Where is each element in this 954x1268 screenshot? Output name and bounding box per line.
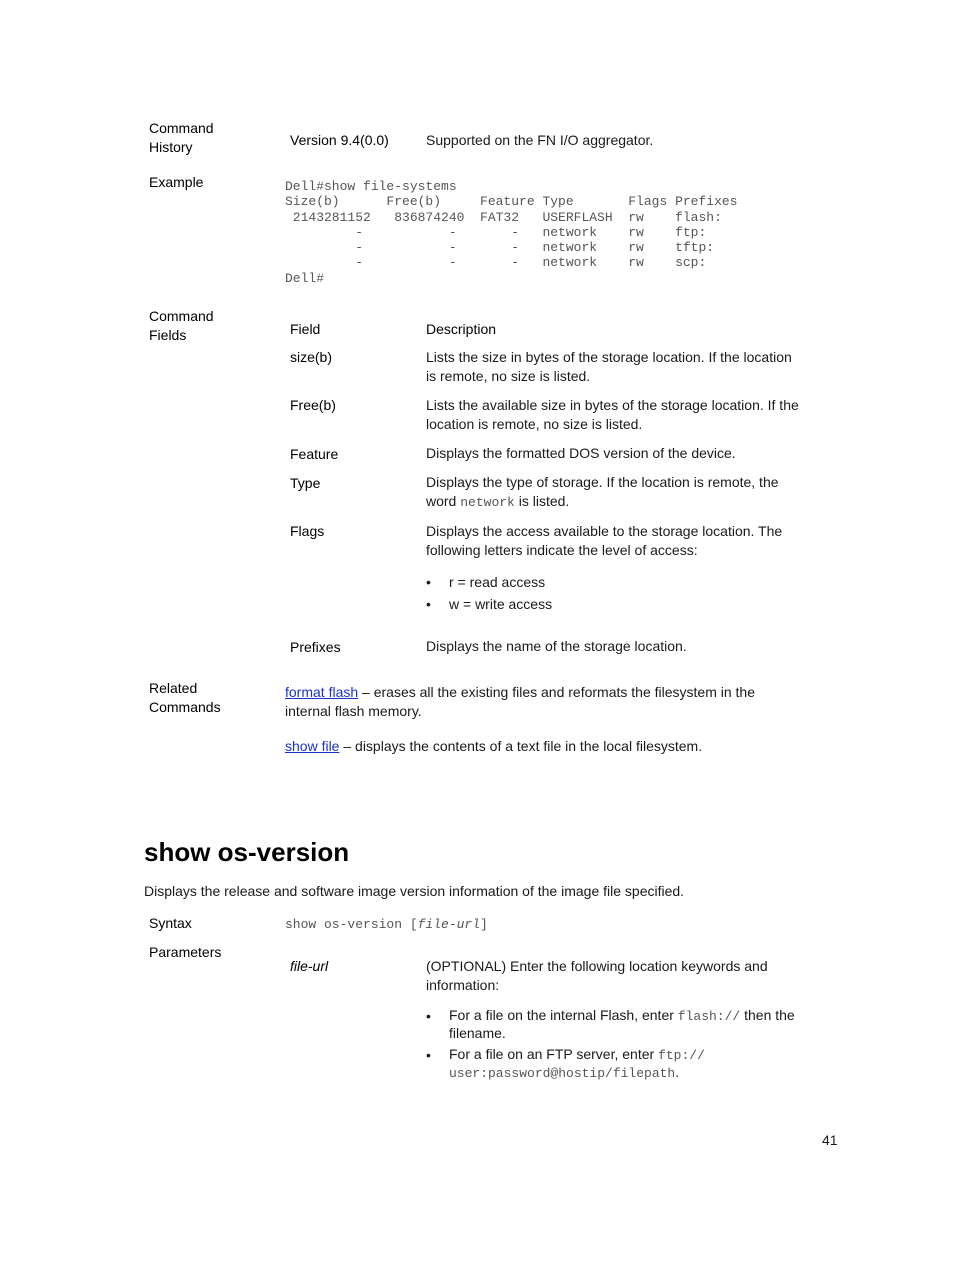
code-line: - - - network rw tftp: bbox=[285, 240, 715, 256]
version-description: Supported on the FN I/O aggregator. bbox=[426, 132, 654, 148]
related-command-item: show file – displays the contents of a text file in the local filesystem. bbox=[285, 738, 703, 754]
bullet-icon: • bbox=[426, 1047, 431, 1063]
example-label: Example bbox=[149, 174, 204, 190]
field-name: Type bbox=[290, 475, 321, 491]
bullet-icon: • bbox=[426, 574, 431, 590]
field-name: size(b) bbox=[290, 349, 333, 365]
field-name: Feature bbox=[290, 446, 339, 462]
parameter-name: file-url bbox=[290, 958, 329, 974]
command-fields-label: Command Fields bbox=[149, 308, 214, 343]
related-commands-label: Related Commands bbox=[149, 680, 221, 715]
field-name: Prefixes bbox=[290, 639, 341, 655]
parameters-label: Parameters bbox=[149, 944, 222, 960]
field-description: Displays the access available to the storage location. The following letters indicate the level of access: bbox=[426, 523, 783, 558]
format-flash-link[interactable]: format flash bbox=[285, 684, 359, 700]
show-file-link[interactable]: show file bbox=[285, 738, 340, 754]
field-name: Flags bbox=[290, 523, 325, 539]
parameter-description: (OPTIONAL) Enter the following location keywords and information: bbox=[426, 958, 768, 993]
field-description: Displays the formatted DOS version of the device. bbox=[426, 445, 736, 461]
command-history-label: Command History bbox=[149, 120, 214, 155]
section-intro: Displays the release and software image version information of the image file specified. bbox=[144, 883, 685, 899]
table-header-description: Description bbox=[426, 321, 497, 337]
list-item: For a file on an FTP server, enter ftp:// user:password@hostip/filepath. bbox=[449, 1046, 705, 1081]
code-line: - - - network rw scp: bbox=[285, 255, 707, 271]
syntax-label: Syntax bbox=[149, 915, 192, 931]
field-description: Displays the name of the storage location. bbox=[426, 638, 687, 654]
bullet-icon: • bbox=[426, 1008, 431, 1024]
section-title: show os-version bbox=[144, 837, 350, 867]
code-line: Dell#show file-systems bbox=[285, 179, 457, 194]
field-description: Lists the size in bytes of the storage location. If the location is remote, no size is listed. bbox=[426, 349, 792, 384]
example-code-block bbox=[285, 179, 737, 286]
syntax-command: show os-version [file-url] bbox=[285, 917, 488, 932]
list-item: w = write access bbox=[449, 596, 553, 612]
code-line: - - - network rw ftp: bbox=[285, 224, 707, 240]
bullet-icon: • bbox=[426, 596, 431, 612]
table-header-field: Field bbox=[290, 321, 321, 337]
code-line: 2143281152 836874240 FAT32 USERFLASH rw flash: bbox=[285, 209, 722, 225]
related-command-item: format flash – erases all the existing files and reformats the filesystem in the internal flash memory. bbox=[285, 684, 755, 719]
code-line: Size(b) Free(b) Feature Type Flags Prefixes bbox=[285, 194, 738, 210]
field-description: Lists the available size in bytes of the storage location. If the location is remote, no size is listed. bbox=[426, 397, 799, 432]
field-description: Displays the type of storage. If the location is remote, the word network is listed. bbox=[426, 474, 779, 510]
field-name: Free(b) bbox=[290, 397, 336, 413]
code-line: Dell# bbox=[285, 270, 325, 286]
list-item: r = read access bbox=[449, 574, 546, 590]
page-number: 41 bbox=[822, 1132, 838, 1148]
list-item: For a file on the internal Flash, enter flash:// then the filename. bbox=[449, 1007, 795, 1041]
version-value: Version 9.4(0.0) bbox=[290, 132, 389, 148]
